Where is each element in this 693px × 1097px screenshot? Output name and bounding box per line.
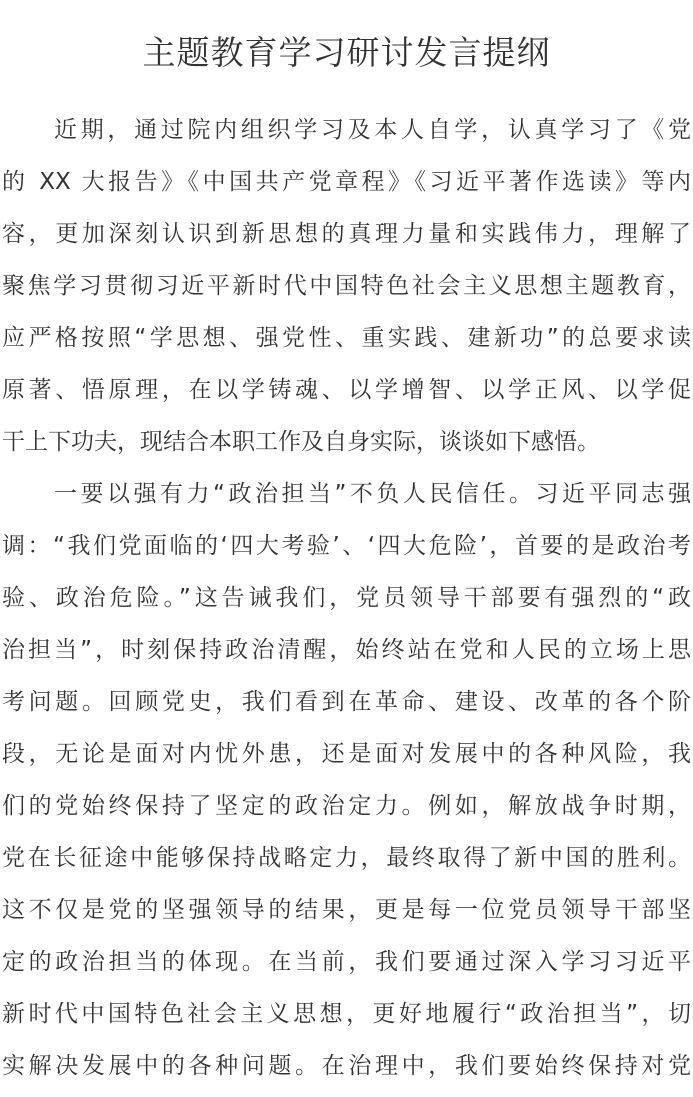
- paragraph-1-line-7: 干上下功夫，现结合本职工作及自身实际，谈谈如下感悟。: [2, 429, 600, 455]
- paragraph-2-line-1: 一要以强有力“政治担当”不负人民信任。习近平同志强: [54, 481, 691, 507]
- paragraph-2-line-9: 这不仅是党的坚强领导的结果，更是每一位党员领导干部坚: [2, 897, 691, 923]
- paragraph-1-line-3: 容，更加深刻认识到新思想的真理力量和实践伟力，理解了: [2, 221, 691, 247]
- paragraph-2-line-3: 验、政治危险。”这告诫我们，党员领导干部要有强烈的“政: [2, 585, 691, 611]
- paragraph-2-line-5: 考问题。回顾党史，我们看到在革命、建设、改革的各个阶: [2, 689, 691, 715]
- paragraph-1-line-4: 聚焦学习贯彻习近平新时代中国特色社会主义思想主题教育，: [2, 273, 691, 299]
- paragraph-2-line-11: 新时代中国特色社会主义思想，更好地履行“政治担当”，切: [2, 1001, 691, 1027]
- paragraph-1-line-5: 应严格按照“学思想、强党性、重实践、建新功”的总要求读: [2, 325, 691, 351]
- paragraph-2-line-10: 定的政治担当的体现。在当前，我们要通过深入学习习近平: [2, 949, 691, 975]
- paragraph-2-line-6: 段，无论是面对内忧外患，还是面对发展中的各种风险，我: [2, 741, 691, 767]
- paragraph-2-line-2: 调：“我们党面临的‘四大考验’、‘四大危险’，首要的是政治考: [2, 533, 691, 559]
- document-title: 主题教育学习研讨发言提纲: [142, 33, 551, 72]
- paragraph-1-line-6: 原著、悟原理，在以学铸魂、以学增智、以学正风、以学促: [2, 377, 691, 403]
- paragraph-1-line-2: 的 XX 大报告》《中国共产党章程》《习近平著作选读》等内: [2, 169, 691, 195]
- paragraph-2-line-12: 实解决发展中的各种问题。在治理中，我们要始终保持对党: [2, 1053, 691, 1079]
- paragraph-1-line-1: 近期，通过院内组织学习及本人自学，认真学习了《党: [54, 117, 691, 143]
- paragraph-2-line-7: 们的党始终保持了坚定的政治定力。例如，解放战争时期，: [2, 793, 691, 819]
- paragraph-2-line-8: 党在长征途中能够保持战略定力，最终取得了新中国的胜利。: [2, 845, 691, 871]
- paragraph-2-line-4: 治担当”，时刻保持政治清醒，始终站在党和人民的立场上思: [2, 637, 691, 663]
- document-body: [2, 104, 691, 1092]
